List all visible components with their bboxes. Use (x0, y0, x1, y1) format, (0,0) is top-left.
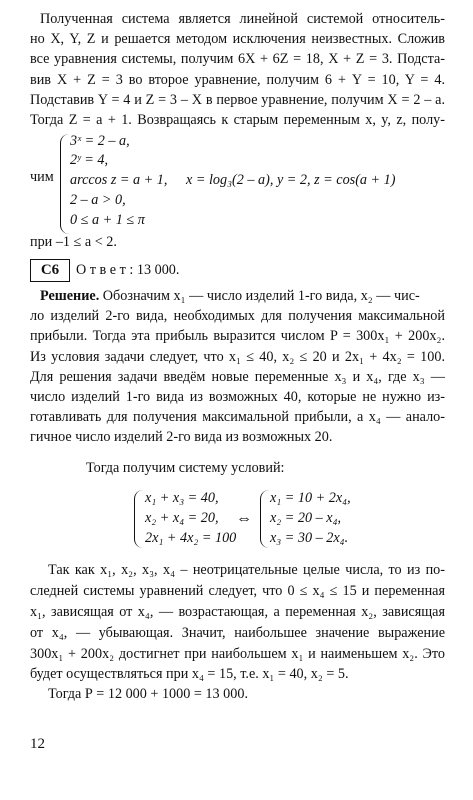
system-line: x₁ = 10 + 2x₄, (270, 490, 351, 506)
text-line: вив X + Z = 3 во второе уравнение, получим 6 + Y = 10, Y = 4. (30, 72, 445, 88)
system-line: 2 – a > 0, (70, 192, 126, 208)
text-line: все уравнения системы, получим 6X + 6Z = 18, X + Z = 3. Подста- (30, 51, 445, 67)
system-line: x₂ = 20 – x₄, (270, 510, 342, 526)
system-brace (260, 490, 269, 548)
text-line: готавливать для получения максимальной прибыли, а x₄ — анало- (30, 409, 445, 425)
system-tail: x = log₃(2 – a), y = 2, z = cos(a + 1) (186, 172, 396, 188)
text-line: Из условия задачи следует, что x₁ ≤ 40, x₂ ≤ 20 и 2x₁ + 4x₂ = 100. (30, 349, 445, 365)
system-line: 2x₁ + 4x₂ = 100 (145, 530, 237, 546)
text-line: x₁, зависящая от x₄, — возрастающая, а переменная x₂, зависящая (30, 604, 445, 620)
system-line: 2ʸ = 4, (70, 152, 109, 168)
text-line: гичное число изделий 2-го вида из возможных 20. (30, 429, 333, 445)
text-line: Подставив Y = 4 и Z = 3 – X в первое уравнение, получим X = 2 – a. (30, 92, 445, 108)
text-line: Тогда получим систему условий: (86, 460, 285, 476)
text-line: прибыли. Тогда эта прибыль выразится числом P = 300x₁ + 200x₂. (30, 328, 445, 344)
text-line: следней системы уравнений следует, что 0 ≤ x₄ ≤ 15 и переменная (30, 583, 445, 599)
problem-label-box: С6 (30, 259, 70, 282)
system-line: 0 ≤ a + 1 ≤ π (70, 212, 145, 228)
answer-text: О т в е т : 13 000. (76, 262, 180, 278)
text-line: будет осуществляться при x₄ = 15, т.е. x₁ = 40, x₂ = 5. (30, 666, 349, 682)
system-line: arccos z = a + 1, (70, 172, 168, 188)
solution-label: Решение. (40, 288, 100, 304)
text-line: Тогда Z = a + 1. Возвращаясь к старым переменным x, y, z, полу- (30, 112, 445, 128)
text-line: но X, Y, Z и решается методом исключения неизвестных. Сложив (30, 31, 445, 47)
system-brace (60, 134, 69, 234)
system-line: x₁ + x₃ = 40, (145, 490, 219, 506)
equivalence-arrow: ⇔ (236, 510, 252, 527)
text-line: число изделий 1-го вида из возможных 40, которые не нужно из- (30, 389, 445, 405)
system-line: x₃ = 30 – 2x₄. (270, 530, 349, 546)
system-line: x₂ + x₄ = 20, (145, 510, 219, 526)
text-line: 300x₁ + 200x₂ достигнет при наибольшем x₁ и наименьшем x₂. Это (30, 646, 445, 662)
text-line: Для решения задачи введём новые переменные x₃ и x₄, где x₃ — (30, 369, 445, 385)
text-line: при –1 ≤ a < 2. (30, 234, 117, 250)
page-number: 12 (30, 736, 45, 752)
text-line: Тогда Р = 12 000 + 1000 = 13 000. (48, 686, 248, 702)
text-line (40, 288, 445, 305)
text-line: от x₄, — убывающая. Значит, наибольшее значение выражение (30, 625, 445, 641)
text-line: Так как x₁, x₂, x₃, x₄ – неотрицательные целые числа, то из по- (48, 562, 445, 578)
system-line: 3ˣ = 2 – a, (70, 133, 130, 149)
text-line: Полученная система является линейной системой относитель- (40, 11, 445, 27)
solution-first-line: Обозначим x₁ — число изделий 1-го вида, x₂ — чис- (102, 288, 420, 304)
system-prefix: чим (30, 169, 54, 185)
text-line: ло изделий 2-го вида, необходимых для получения максимальной (30, 308, 445, 324)
system-brace (134, 490, 143, 548)
